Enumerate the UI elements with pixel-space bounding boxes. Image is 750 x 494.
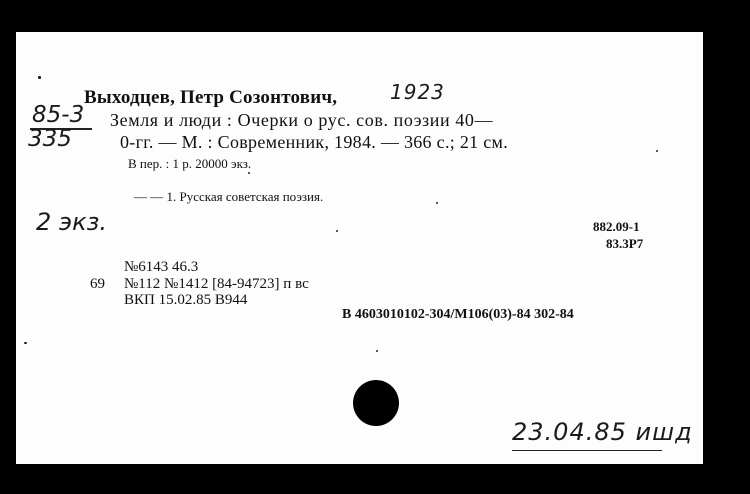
speck (436, 202, 438, 204)
handwritten-date: 23.04.85 ишд (512, 418, 693, 446)
isbn-line: В 4603010102-304/М106(03)-84 302-84 (342, 307, 574, 322)
registration-line-3: ВКП 15.02.85 В944 (124, 292, 248, 308)
speck (656, 150, 658, 152)
handwritten-shelf-mark-2: 335 (28, 126, 72, 152)
classification-bbk: 83.3Р7 (606, 236, 644, 251)
registration-line-1: №6143 46.3 (124, 259, 199, 275)
speck (336, 230, 338, 232)
speck (248, 172, 250, 174)
title-line-2: 0-гг. — М. : Современник, 1984. — 366 с.; 21 см. (120, 132, 509, 152)
classification-udc: 882.09-1 (593, 219, 640, 234)
handwritten-copies: 2 экз. (36, 208, 107, 236)
date-underline (512, 450, 662, 451)
registration-line-2: №112 №1412 [84-94723] п вс (124, 276, 309, 292)
speck (24, 342, 27, 344)
title-line-1: Земля и люди : Очерки о рус. сов. поэзии 40— (110, 110, 494, 130)
punch-hole (353, 380, 399, 426)
subject-heading: — — 1. Русская советская поэзия. (134, 189, 324, 204)
handwritten-shelf-mark-1: 85-3 (32, 102, 85, 128)
speck (376, 350, 378, 352)
speck (38, 76, 41, 79)
catalog-card (16, 32, 703, 464)
handwritten-year: 1923 (390, 80, 445, 104)
registration-prefix: 69 (90, 276, 105, 292)
author-name: Выходцев, Петр Созонтович, (84, 87, 338, 108)
binding-price: В пер. : 1 р. 20000 экз. (128, 156, 252, 171)
